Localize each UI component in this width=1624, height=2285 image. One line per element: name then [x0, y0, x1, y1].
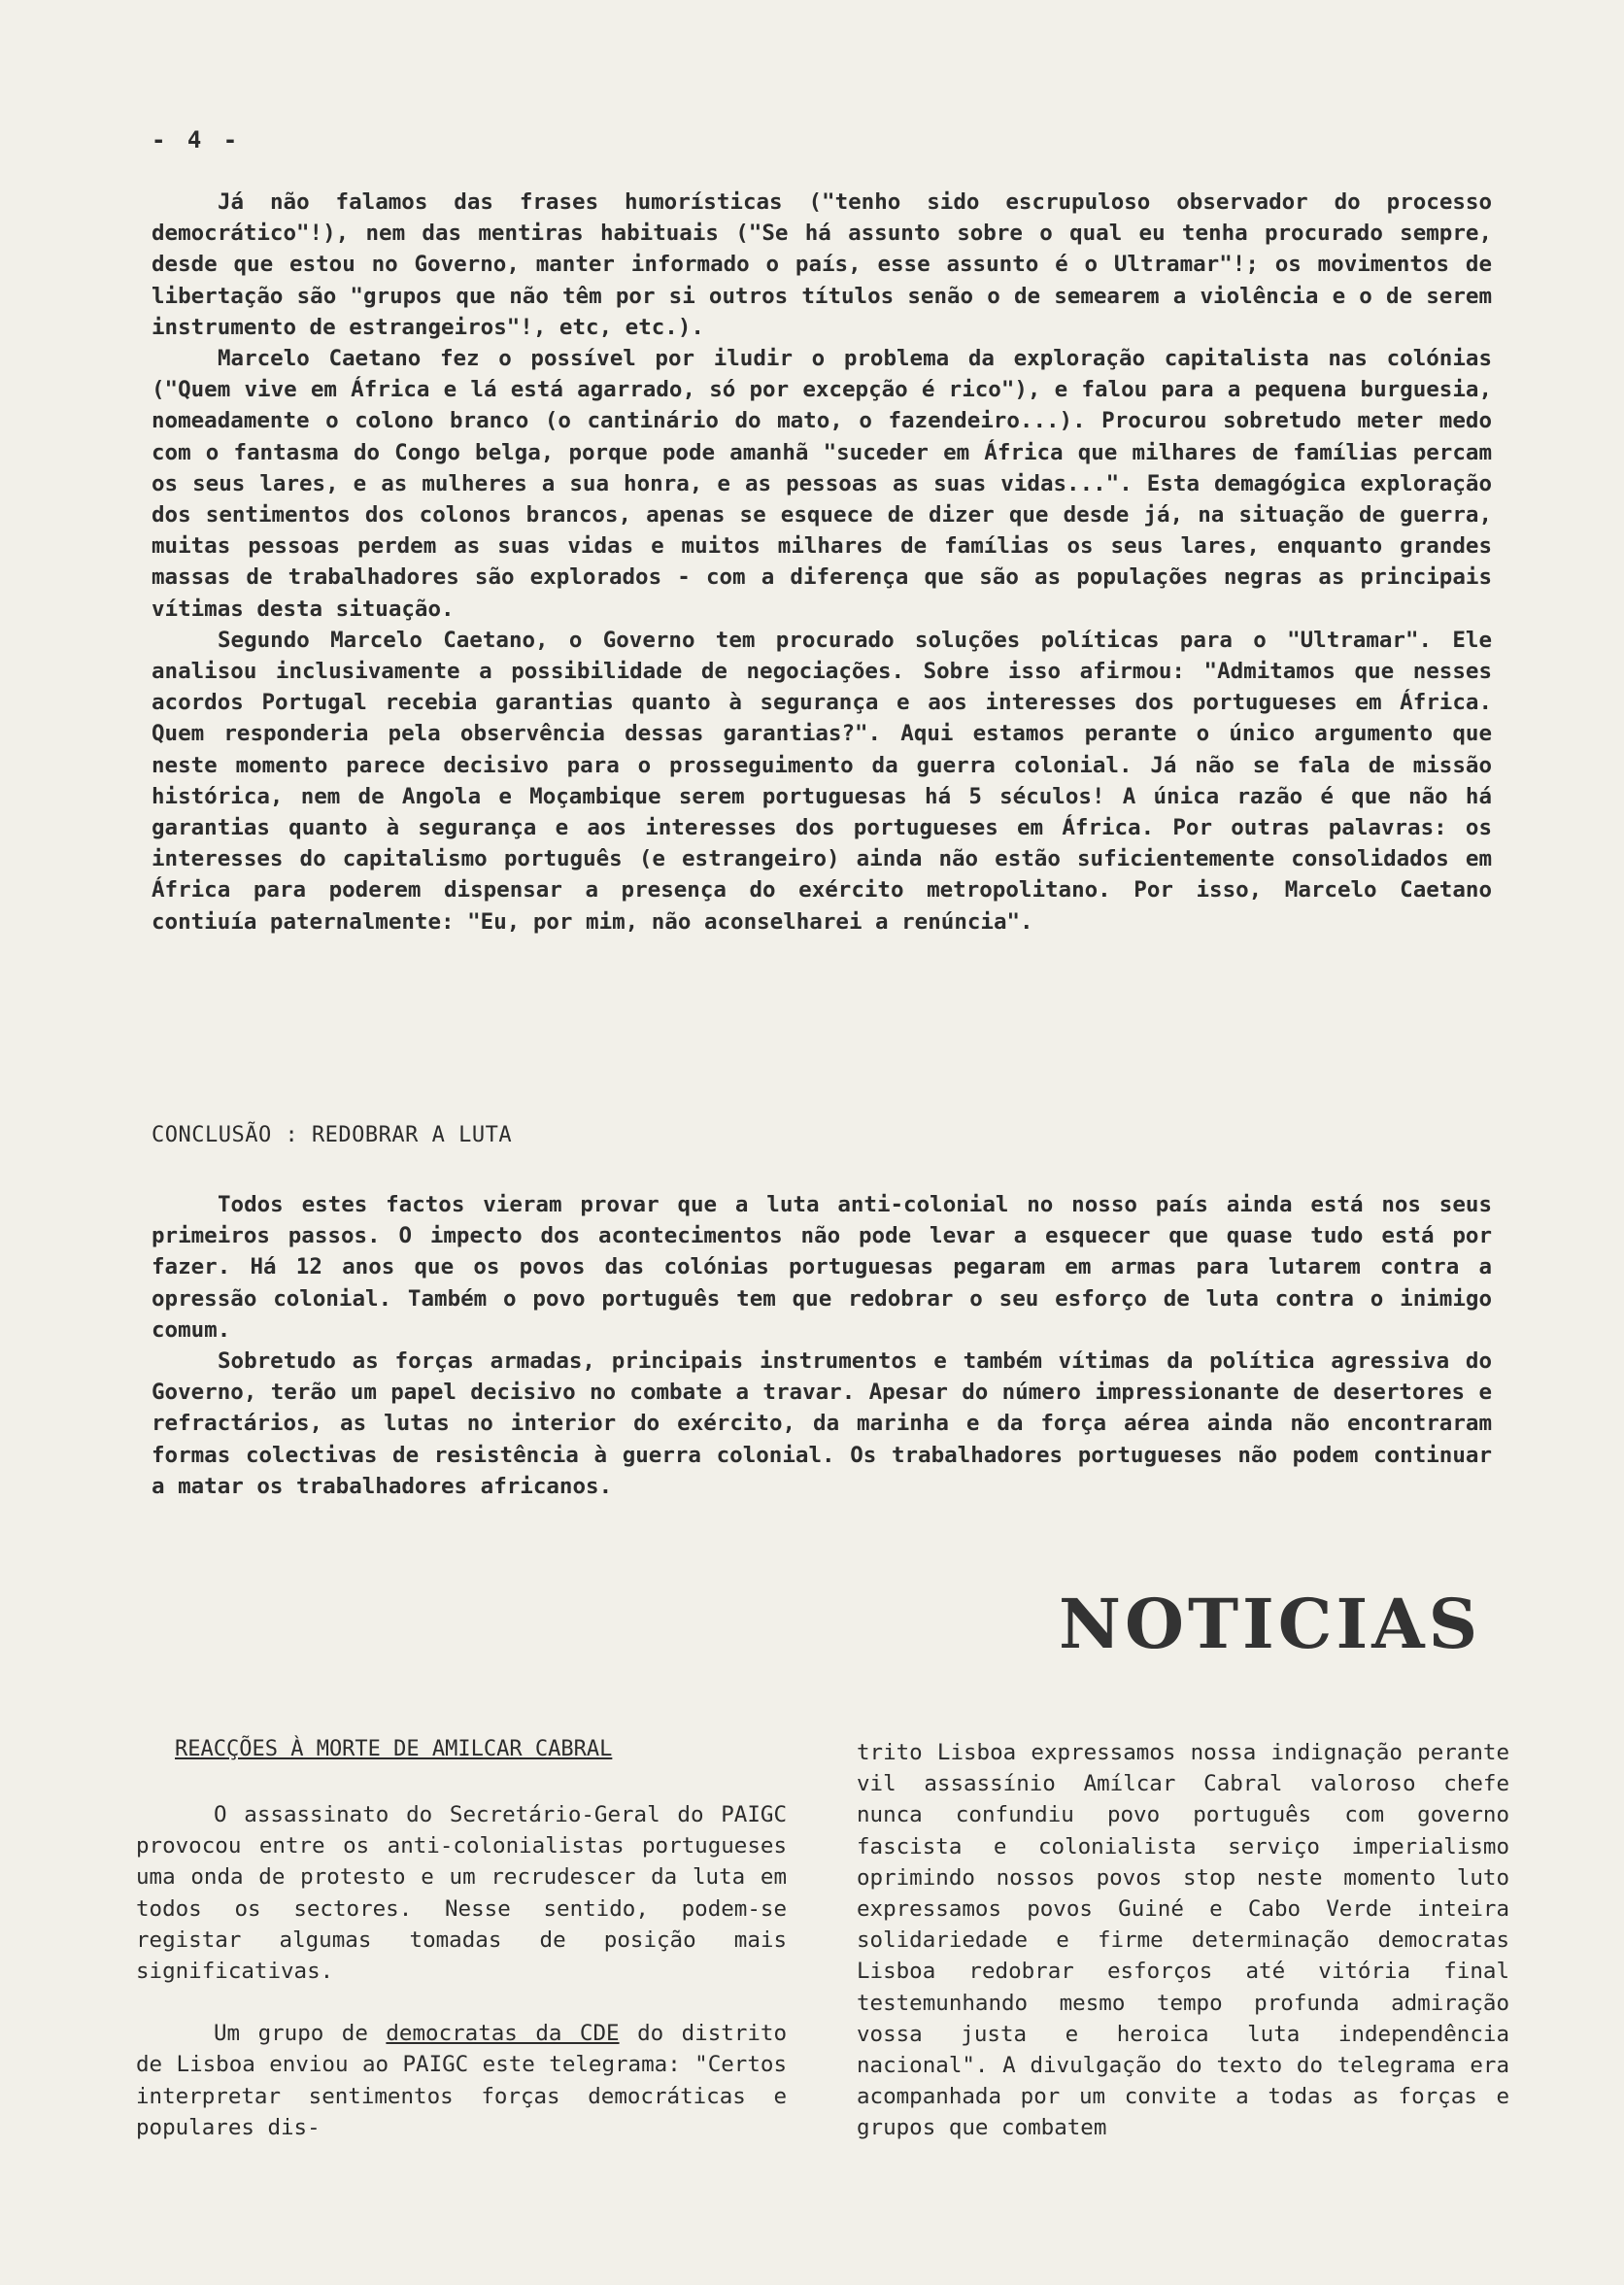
paragraph: Sobretudo as forças armadas, principais instrumentos e também vítimas da política agressiva do Governo, terão um papel decisivo no combate a travar. Apesar do número impressionante de desertores e refractários, as lutas no interior do exército, da marinha e da força aérea ainda não encontraram formas colectivas de resistência à guerra colonial. Os trabalhadores portugueses não podem continuar a matar os trabalhadores africanos.	[152, 1348, 1492, 1499]
news-left-column	[136, 1799, 787, 2174]
news-heading: REACÇÕES À MORTE DE AMILCAR CABRAL	[175, 1737, 613, 1761]
paragraph: O assassinato do Secretário-Geral do PAIGC provocou entre os anti-colonialistas portugueses uma onda de protesto e um recrudescer da luta em todos os sectores. Nesse sentido, podem-se registar algumas tomadas de posição mais significativas.	[136, 1802, 787, 1985]
paragraph: Já não falamos das frases humorísticas ("tenho sido escrupuloso observador do processo democrático"!), nem das mentiras habituais ("Se há assunto sobre o qual eu tenha procurado sempre, desde que estou no Governo, manter informado o país, esse assunto é o Ultramar"!; os movimentos de libertação são "grupos que não têm por si outros títulos senão o de semearem a violência e o de serem instrumento de estrangeiros"!, etc, etc.).	[152, 189, 1492, 340]
paragraph	[136, 2018, 787, 2143]
underlined-text: democratas da CDE	[386, 2021, 620, 2047]
section-title: NOTICIAS	[1059, 1584, 1482, 1664]
paragraph: Marcelo Caetano fez o possível por iludir o problema da exploração capitalista nas colónias ("Quem vive em África e lá está agarrado, só por excepção é rico"), e falou para a pequena burguesia, nomeadamente o colono branco (o cantinário do mato, o fazendeiro...). Procurou sobretudo meter medo com o fantasma do Congo belga, porque pode amanhã "suceder em África que milhares de famílias percam os seus lares, e as mulheres a sua honra, e as pessoas as suas vidas...". Esta demagógica exploração dos sentimentos dos colonos brancos, apenas se esquece de dizer que desde já, na situação de guerra, muitas pessoas perdem as suas vidas e muitos milhares de famílias os seus lares, enquanto grandes massas de trabalhadores são explorados - com a diferença que são as populações negras as principais vítimas desta situação.	[152, 346, 1492, 622]
main-text	[152, 187, 1492, 938]
text-span: Um grupo de	[214, 2021, 368, 2047]
paragraph: Segundo Marcelo Caetano, o Governo tem procurado soluções políticas para o "Ultramar". Ele analisou inclusivamente a possibilidade de negociações. Sobre isso afirmou: "Admitamos que nesses acordos Portugal recebia garantias quanto à segurança e aos interesses dos portugueses em África. Quem responderia pela observência dessas garantias?". Aqui estamos perante o único argumento que neste momento parece decisivo para o prosseguimento da guerra colonial. Já não se fala de missão histórica, nem de Angola e Moçambique serem portuguesas há 5 séculos! A única razão é que não há garantias quanto à segurança e aos interesses dos portugueses em África. Por outras palavras: os interesses do capitalismo português (e estrangeiro) ainda não estão suficientemente consolidados em África para poderem dispensar a presença do exército metropolitano. Por isso, Marcelo Caetano contiuía paternalmente: "Eu, por mim, não aconselharei a renúncia".	[152, 627, 1492, 935]
paragraph: Todos estes factos vieram provar que a luta anti-colonial no nosso país ainda está nos seus primeiros passos. O impecto dos acontecimentos não pode levar a esquecer que quase tudo está por fazer. Há 12 anos que os povos das colónias portuguesas pegaram em armas para lutarem contra a opressão colonial. Também o povo português tem que redobrar o seu esforço de luta contra o inimigo comum.	[152, 1192, 1492, 1343]
conclusion-heading: CONCLUSÃO : REDOBRAR A LUTA	[152, 1123, 513, 1147]
news-right-column	[857, 1737, 1509, 2144]
text-span: do distrito de Lisboa enviou ao PAIGC este telegrama: "Certos interpretar sentimentos forças democráticas e populares dis-	[136, 2021, 788, 2140]
paragraph: trito Lisboa expressamos nossa indignação perante vil assassínio Amílcar Cabral valoroso chefe nunca confundiu povo português com governo fascista e colonialista serviço imperialismo oprimindo nossos povos stop neste momento luto expressamos povos Guiné e Cabo Verde inteira solidariedade e firme determinação democratas Lisboa redobrar esforços até vitória final testemunhando mesmo tempo profunda admiração vossa justa e heroica luta independência nacional". A divulgação do texto do telegrama era acompanhada por um convite a todas as forças e grupos que combatem	[857, 1740, 1509, 2141]
conclusion-text	[152, 1189, 1492, 1502]
page-number: - 4 -	[152, 126, 242, 153]
